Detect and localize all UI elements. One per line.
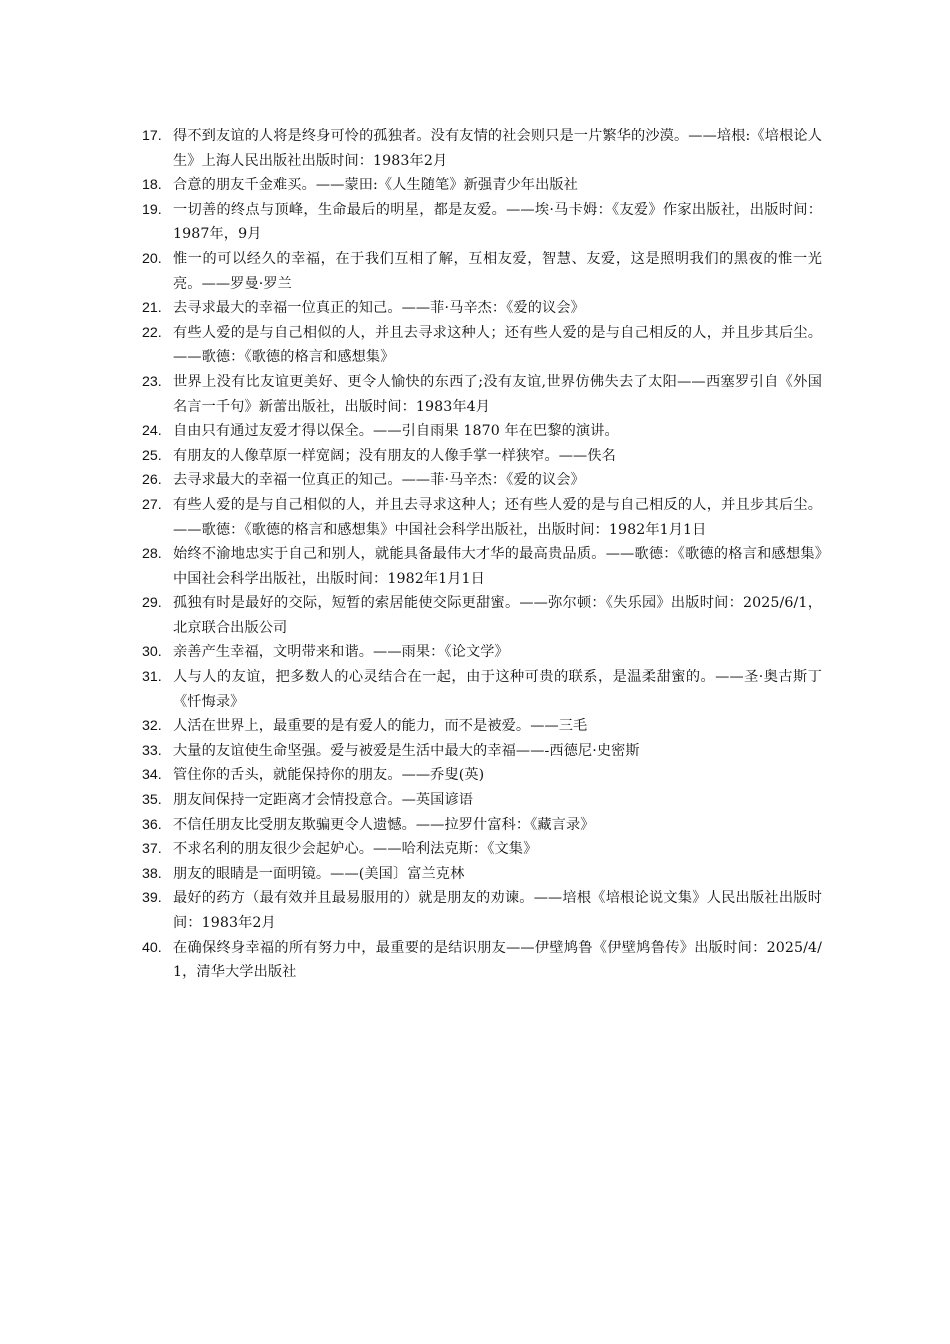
list-item <box>142 862 822 887</box>
quote-text: 一切善的终点与顶峰，生命最后的明星，都是友爱。——埃·马卡姆：《友爱》作家出版社，出版时间：1987年，9月 <box>173 201 822 243</box>
quote-text: 有些人爱的是与自己相似的人，并且去寻求这种人；还有些人爱的是与自己相反的人，并且步其后尘。——歌德：《歌德的格言和感想集》中国社会科学出版社，出版时间：1982年1月1日 <box>173 496 822 538</box>
list-item-number: 17. <box>142 128 162 144</box>
list-item <box>142 444 822 469</box>
quote-text: 管住你的舌头，就能保持你的朋友。——乔叟(英) <box>173 767 485 784</box>
list-item-number: 22. <box>142 324 162 341</box>
list-item <box>142 296 822 321</box>
list-item-number: 26. <box>142 472 162 489</box>
quote-text: 朋友的眼睛是一面明镜。——(美国〕富兰克林 <box>173 865 465 882</box>
quote-text: 自由只有通过友爱才得以保全。——引自雨果 1870 年在巴黎的演讲。 <box>173 423 619 440</box>
quote-list <box>142 124 822 985</box>
quote-text: 合意的朋友千金难买。——蒙田:《人生随笔》新强青少年出版社 <box>173 177 578 194</box>
list-item-number: 20. <box>142 250 162 267</box>
quote-text: 人活在世界上，最重要的是有爱人的能力，而不是被爱。——三毛 <box>173 718 588 735</box>
quote-text: 孤独有时是最好的交际，短暂的索居能使交际更甜蜜。——弥尔顿：《失乐园》出版时间：2025/6/1，北京联合出版公司 <box>173 595 822 636</box>
list-item-number: 33. <box>142 742 162 759</box>
list-item <box>142 370 822 419</box>
list-item <box>142 468 822 493</box>
list-item <box>142 665 822 714</box>
list-item-number: 21. <box>142 300 162 317</box>
list-item-number: 40. <box>142 939 162 956</box>
list-item-number: 32. <box>142 718 162 735</box>
list-item <box>142 837 822 862</box>
quote-text: 在确保终身幸福的所有努力中，最重要的是结识朋友——伊壁鸠鲁《伊壁鸠鲁传》出版时间：2025/4/1，清华大学出版社 <box>173 939 822 981</box>
list-item-number: 38. <box>142 865 162 882</box>
list-item-number: 36. <box>142 816 162 833</box>
list-item <box>142 739 822 764</box>
list-item <box>142 247 822 296</box>
list-item-number: 35. <box>142 792 162 809</box>
list-item <box>142 591 822 640</box>
quote-text: 大量的友谊使生命坚强。爱与被爱是生活中最大的幸福——-西德尼·史密斯 <box>173 742 640 759</box>
list-item-number: 39. <box>142 890 162 907</box>
list-item-number: 23. <box>142 373 162 390</box>
quote-text: 不信任朋友比受朋友欺骗更令人遗憾。——拉罗什富科：《藏言录》 <box>173 816 595 833</box>
list-item <box>142 788 822 813</box>
list-item <box>142 321 822 370</box>
list-item <box>142 886 822 935</box>
list-item-number: 34. <box>142 767 162 784</box>
quote-text: 世界上没有比友谊更美好、更令人愉快的东西了;没有友谊,世界仿佛失去了太阳——西塞罗引自《外国名言一千句》新蕾出版社，出版时间：1983年4月 <box>173 373 822 415</box>
list-item <box>142 542 822 591</box>
quote-text: 亲善产生幸福，文明带来和谐。——雨果：《论文学》 <box>173 644 509 661</box>
list-item-number: 31. <box>142 669 162 686</box>
quote-text: 始终不渝地忠实于自己和别人，就能具备最伟大才华的最高贵品质。——歌德：《歌德的格言和感想集》中国社会科学出版社，出版时间：1982年1月1日 <box>173 546 822 587</box>
list-item <box>142 124 822 173</box>
quote-text: 朋友间保持一定距离才会情投意合。—英国谚语 <box>173 792 474 809</box>
list-item-number: 37. <box>142 841 162 858</box>
quote-text: 最好的药方（最有效并且最易服用的）就是朋友的劝谏。——培根《培根论说文集》人民出版社出版时间：1983年2月 <box>173 890 822 931</box>
quote-text: 得不到友谊的人将是终身可怜的孤独者。没有友情的社会则只是一片繁华的沙漠。——培根:《培根论人生》上海人民出版社出版时间：1983年2月 <box>173 128 822 169</box>
list-item <box>142 640 822 665</box>
list-item-number: 19. <box>142 201 162 218</box>
list-item-number: 27. <box>142 496 162 513</box>
list-item-number: 18. <box>142 177 162 194</box>
quote-text: 去寻求最大的幸福一位真正的知己。——菲·马辛杰：《爱的议会》 <box>173 300 585 317</box>
quote-text: 有些人爱的是与自己相似的人，并且去寻求这种人；还有些人爱的是与自己相反的人，并且步其后尘。——歌德：《歌德的格言和感想集》 <box>173 324 822 366</box>
quote-text: 去寻求最大的幸福一位真正的知己。——菲·马辛杰：《爱的议会》 <box>173 472 585 489</box>
quote-text: 有朋友的人像草原一样宽阔；没有朋友的人像手掌一样狭窄。——佚名 <box>173 447 616 464</box>
list-item-number: 29. <box>142 595 162 612</box>
list-item <box>142 813 822 838</box>
list-item <box>142 714 822 739</box>
list-item <box>142 419 822 444</box>
list-item <box>142 493 822 542</box>
list-item-number: 25. <box>142 447 162 464</box>
quote-text: 人与人的友谊，把多数人的心灵结合在一起，由于这种可贵的联系，是温柔甜蜜的。——圣·奥古斯丁《忏悔录》 <box>173 669 822 710</box>
list-item-number: 28. <box>142 546 162 563</box>
quote-text: 惟一的可以经久的幸福，在于我们互相了解，互相友爱，智慧、友爱，这是照明我们的黑夜的惟一光亮。——罗曼·罗兰 <box>173 250 822 292</box>
list-item <box>142 198 822 247</box>
list-item-number: 24. <box>142 423 162 440</box>
list-item <box>142 936 822 985</box>
quote-text: 不求名利的朋友很少会起妒心。——哈利法克斯：《文集》 <box>173 841 538 858</box>
list-item <box>142 173 822 198</box>
list-item-number: 30. <box>142 644 162 661</box>
list-item <box>142 763 822 788</box>
